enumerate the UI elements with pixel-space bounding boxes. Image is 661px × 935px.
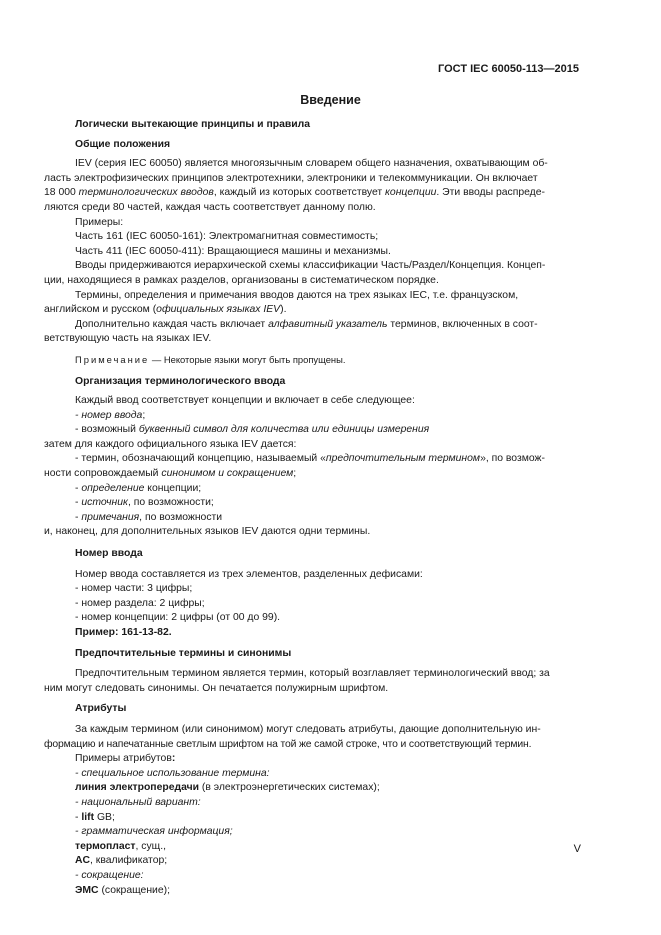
list-item: - источник, по возможности; xyxy=(75,497,214,509)
page-number: V xyxy=(573,843,581,855)
standard-header: ГОСТ IEC 60050-113—2015 xyxy=(438,63,579,75)
text-line: ним могут следовать синонимы. Он печатается полужирным шрифтом. xyxy=(44,682,389,694)
note: Примечание — Некоторые языки могут быть пропущены. xyxy=(75,353,346,365)
text-line: IEV (серия IEC 60050) является многоязычным словарем общего назначения, охватывающим об- xyxy=(75,158,548,170)
text-line: затем для каждого официального языка IEV дается: xyxy=(44,438,297,450)
text-line: ветствующую часть на языках IEV. xyxy=(44,333,212,345)
text-line: 18 000 терминологических вводов, каждый из которых соответствует концепции. Эти вводы распреде- xyxy=(44,187,545,199)
examples-label: Примеры атрибутов: xyxy=(75,753,176,765)
attribute-example: - национальный вариант: xyxy=(75,796,201,808)
text-line: ляются среди 80 частей, каждая часть соответствует данному полю. xyxy=(44,201,376,213)
attribute-example: линия электропередачи (в электроэнергетических системах); xyxy=(75,782,380,794)
attribute-example: - грамматическая информация; xyxy=(75,826,233,838)
list-item: - определение концепции; xyxy=(75,482,202,494)
example-number: Пример: 161-13-82. xyxy=(75,627,172,638)
text-line: Номер ввода составляется из трех элементов, разделенных дефисами: xyxy=(75,568,423,580)
examples-label: Примеры: xyxy=(75,216,124,228)
list-item: - номер ввода; xyxy=(75,409,146,421)
section-heading-entry-number: Номер ввода xyxy=(75,548,143,560)
text-line: ции, находящиеся в рамках разделов, организованы в систематическом порядке. xyxy=(44,274,439,286)
section-heading-principles: Логически вытекающие принципы и правила xyxy=(75,119,311,130)
text-line: английском и русском (официальных языках IEV). xyxy=(44,304,287,316)
text-line: Дополнительно каждая часть включает алфавитный указатель терминов, включенных в соот- xyxy=(75,318,538,330)
text-line: ности сопровождаемый синонимом и сокращением; xyxy=(44,468,297,480)
attribute-example: - lift GB; xyxy=(75,811,115,823)
list-item: - номер раздела: 2 цифры; xyxy=(75,597,205,609)
text-line: Вводы придерживаются иерархической схемы классификации Часть/Раздел/Концепция. Концеп- xyxy=(75,260,546,272)
document-body xyxy=(44,118,583,898)
list-item: - термин, обозначающий концепцию, называемый «предпочтительным термином», по возмож- xyxy=(75,453,545,465)
attribute-example: термопласт, сущ., xyxy=(75,840,166,852)
example-item: Часть 161 (IEC 60050-161): Электромагнитная совместимость; xyxy=(75,231,379,243)
text-line: Предпочтительным термином является термин, который возглавляет терминологический ввод; за xyxy=(75,668,550,680)
section-heading-general: Общие положения xyxy=(75,138,171,150)
section-heading-preferred-terms: Предпочтительные термины и синонимы xyxy=(75,647,292,659)
list-item: - примечания, по возможности xyxy=(75,511,223,523)
attribute-example: ЭМС (сокращение); xyxy=(75,884,170,896)
text-line: За каждым термином (или синонимом) могут следовать атрибуты, дающие дополнительную ин- xyxy=(75,723,541,735)
text-line: Термины, определения и примечания вводов даются на трех языках IEC, т.е. французском, xyxy=(75,289,519,301)
text-line: формацию и напечатанные светлым шрифтом на той же самой строке, что и соответствующий термин. xyxy=(44,738,532,750)
list-item: - номер концепции: 2 цифры (от 00 до 99). xyxy=(75,612,281,624)
attribute-example: - специальное использование термина: xyxy=(75,767,270,779)
example-item: Часть 411 (IEC 60050-411): Вращающиеся машины и механизмы. xyxy=(75,245,391,257)
section-heading-organization: Организация терминологического ввода xyxy=(75,375,286,387)
attribute-example: - сокращение: xyxy=(75,869,144,881)
section-heading-attributes: Атрибуты xyxy=(75,703,127,715)
list-item: - номер части: 3 цифры; xyxy=(75,583,193,595)
text-line: Каждый ввод соответствует концепции и включает в себе следующее: xyxy=(75,395,415,407)
attribute-example: AC, квалификатор; xyxy=(75,855,168,867)
page-title: Введение xyxy=(300,93,361,107)
list-item: - возможный буквенный символ для количества или единицы измерения xyxy=(75,424,430,436)
text-line: и, наконец, для дополнительных языков IEV даются одни термины. xyxy=(44,526,371,538)
text-line: ласть электрофизических принципов электротехники, электроники и телекоммуникации. Он включает xyxy=(44,172,538,184)
